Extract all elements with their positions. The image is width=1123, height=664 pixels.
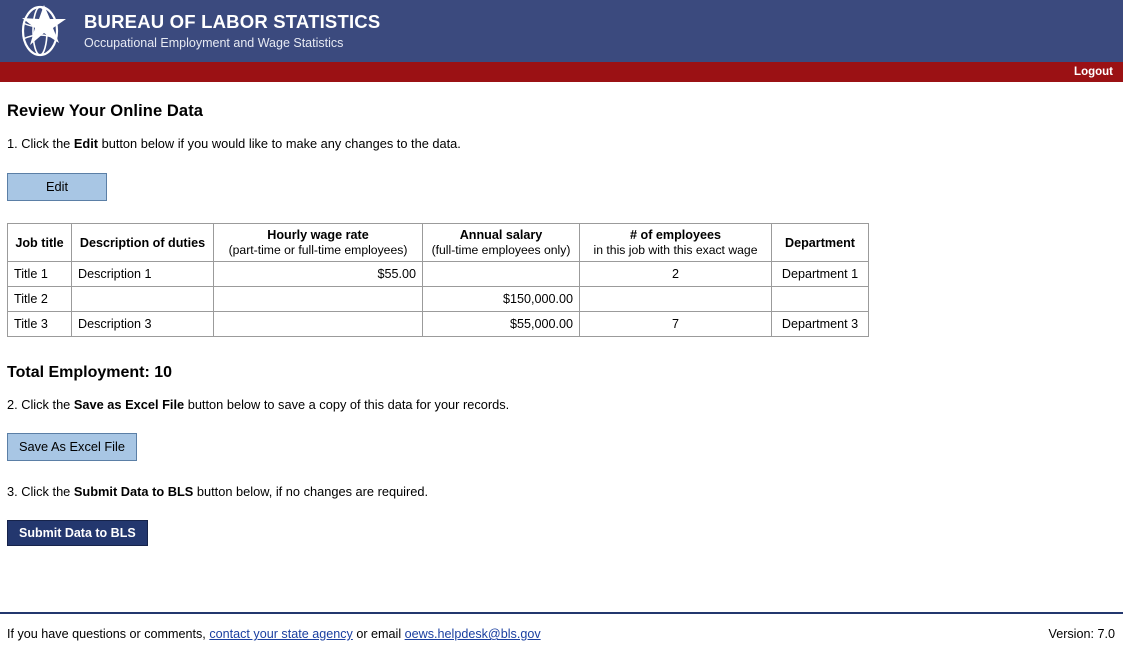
step-2-instruction: [7, 397, 1116, 412]
total-employment: Total Employment: 10: [7, 364, 173, 381]
cell-job-title: Title 1: [8, 262, 72, 287]
column-header-employees: [580, 224, 772, 262]
column-header-job-title: [8, 224, 72, 262]
column-header-description: [72, 224, 214, 262]
footer-text-middle: or email: [352, 627, 405, 641]
cell-annual-salary: [423, 262, 580, 287]
cell-hourly-wage: [214, 312, 423, 337]
table-header-row: [8, 224, 869, 262]
cell-job-title: Title 3: [8, 312, 72, 337]
table-header: [8, 224, 869, 262]
helpdesk-email-link[interactable]: oews.helpdesk@bls.gov: [404, 627, 541, 641]
utility-bar: [0, 62, 1123, 82]
version-label: Version: 7.0: [1048, 627, 1115, 641]
column-header-annual-salary: [423, 224, 580, 262]
cell-hourly-wage: $55.00: [214, 262, 423, 287]
step-3-suffix: button below, if no changes are required.: [193, 484, 429, 499]
cell-employees: 7: [580, 312, 772, 337]
edit-button[interactable]: Edit: [7, 173, 107, 201]
cell-department: Department 1: [772, 262, 869, 287]
cell-description: Description 3: [72, 312, 214, 337]
column-header-department-label: Department: [785, 235, 855, 250]
cell-department: [772, 287, 869, 312]
step-3-strong: Submit Data to BLS: [73, 484, 194, 499]
state-agency-link[interactable]: contact your state agency: [209, 627, 353, 641]
table-row: [8, 287, 869, 312]
main-content: [0, 102, 1123, 546]
cell-employees: 2: [580, 262, 772, 287]
column-header-employees-label: # of employees: [630, 228, 721, 242]
column-header-hourly-wage: [214, 224, 423, 262]
column-header-employees-sub: in this job with this exact wage: [593, 243, 758, 257]
page-title: Review Your Online Data: [7, 102, 204, 120]
online-data-table: [7, 223, 869, 337]
save-as-excel-button[interactable]: Save As Excel File: [7, 433, 137, 461]
column-header-job-title-label: Job title: [15, 235, 64, 250]
cell-annual-salary: $55,000.00: [423, 312, 580, 337]
step-1-prefix: 1. Click the: [7, 136, 74, 151]
agency-name: BUREAU OF LABOR STATISTICS: [84, 11, 381, 33]
site-footer: [0, 614, 1123, 664]
column-header-annual-salary-label: Annual salary: [459, 228, 543, 242]
logout-link[interactable]: Logout: [1074, 66, 1113, 78]
step-1-instruction: [7, 136, 1116, 151]
bls-star-icon: [14, 5, 70, 57]
cell-annual-salary: $150,000.00: [423, 287, 580, 312]
step-2-strong: Save as Excel File: [73, 397, 185, 412]
footer-text-before: If you have questions or comments,: [7, 627, 210, 641]
step-1-suffix: button below if you would like to make any changes to the data.: [98, 136, 461, 151]
cell-employees: [580, 287, 772, 312]
step-1-strong: Edit: [73, 136, 99, 151]
cell-description: Description 1: [72, 262, 214, 287]
cell-department: Department 3: [772, 312, 869, 337]
cell-job-title: Title 2: [8, 287, 72, 312]
agency-titles: [84, 11, 380, 51]
table-body: [8, 262, 869, 337]
footer-contact-text: [7, 627, 541, 641]
column-header-hourly-wage-sub: (part-time or full-time employees): [228, 243, 408, 257]
column-header-annual-salary-sub: (full-time employees only): [431, 243, 571, 257]
step-3-prefix: 3. Click the: [7, 484, 74, 499]
column-header-hourly-wage-label: Hourly wage rate: [267, 228, 369, 242]
column-header-description-label: Description of duties: [79, 235, 206, 250]
step-2-prefix: 2. Click the: [7, 397, 74, 412]
table-row: [8, 262, 869, 287]
table-row: [8, 312, 869, 337]
cell-description: [72, 287, 214, 312]
agency-subtitle: Occupational Employment and Wage Statistics: [84, 35, 344, 50]
column-header-department: [772, 224, 869, 262]
submit-data-button[interactable]: Submit Data to BLS: [7, 520, 148, 546]
step-3-instruction: [7, 484, 1116, 499]
step-2-suffix: button below to save a copy of this data for your records.: [184, 397, 510, 412]
site-header: [0, 0, 1123, 62]
cell-hourly-wage: [214, 287, 423, 312]
